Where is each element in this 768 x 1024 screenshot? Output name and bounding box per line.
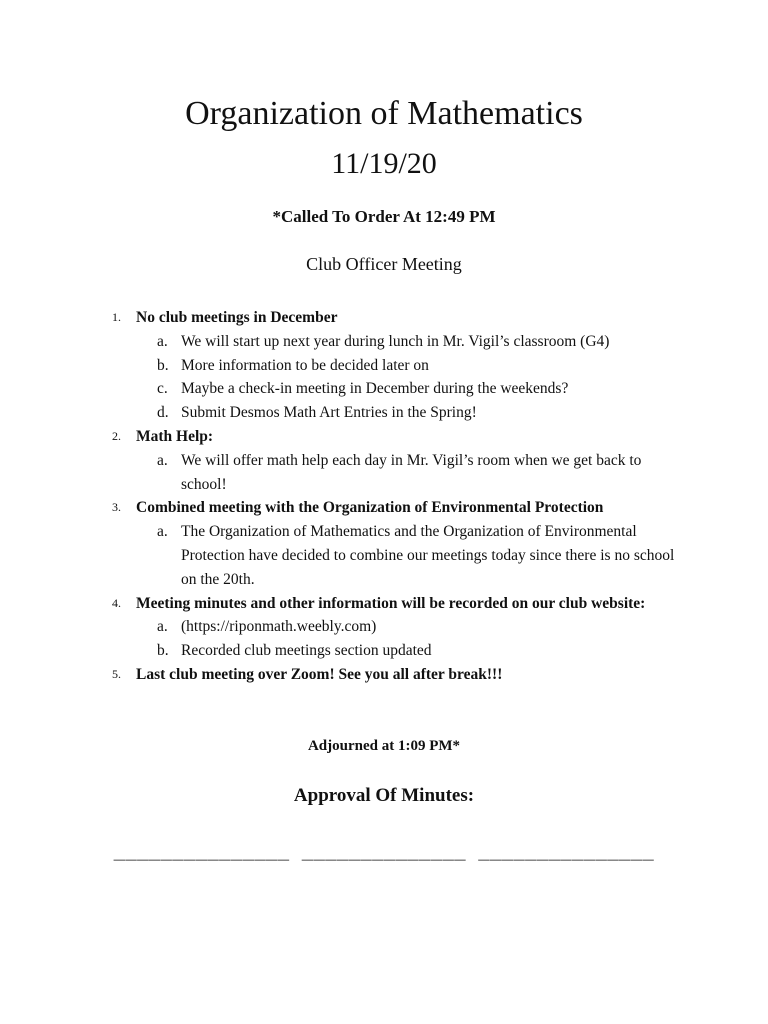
agenda-subitem-letter: b. bbox=[157, 642, 169, 660]
agenda-subitem-text: Submit Desmos Math Art Entries in the Spring! bbox=[181, 404, 477, 422]
agenda-subitem bbox=[0, 449, 681, 497]
adjourned-note: Adjourned at 1:09 PM* bbox=[307, 738, 461, 754]
agenda-item bbox=[0, 306, 696, 330]
agenda-subitem-text: More information to be decided later on bbox=[181, 356, 429, 374]
agenda-subitem bbox=[0, 377, 681, 401]
agenda-subitem-text: Recorded club meetings section updated bbox=[181, 642, 432, 660]
agenda-item-number: 1. bbox=[112, 310, 121, 324]
agenda-subitem-text: We will start up next year during lunch in Mr. Vigil’s classroom (G4) bbox=[181, 332, 610, 350]
agenda-item-text: Combined meeting with the Organization of Environmental Protection bbox=[136, 499, 604, 517]
approval-heading: Approval Of Minutes: bbox=[293, 785, 475, 806]
agenda-subitem bbox=[0, 520, 681, 591]
agenda-subitem-text: (https://riponmath.weebly.com) bbox=[181, 618, 377, 636]
agenda-item-number: 2. bbox=[112, 428, 121, 443]
agenda-item-text: Meeting minutes and other information will be recorded on our club website: bbox=[136, 594, 646, 612]
document-title: Organization of Mathematics bbox=[185, 95, 583, 132]
meeting-date: 11/19/20 bbox=[331, 147, 437, 180]
agenda-subitem bbox=[0, 639, 681, 663]
agenda-subitem-letter: a. bbox=[157, 451, 168, 469]
agenda-item bbox=[0, 592, 696, 616]
agenda-subitem-letter: a. bbox=[157, 618, 168, 636]
agenda-item-text: Last club meeting over Zoom! See you all after break!!! bbox=[136, 665, 503, 683]
agenda-subitem-letter: d. bbox=[157, 404, 169, 422]
agenda-subitem bbox=[0, 354, 681, 378]
agenda-item bbox=[0, 496, 696, 520]
agenda-subitem bbox=[0, 330, 681, 354]
agenda-item bbox=[0, 425, 696, 449]
agenda-subitem-text: The Organization of Mathematics and the Organization of Environmental Protection have decided to combine our meetings today since there is no school on the 20th. bbox=[181, 523, 675, 588]
agenda-subitem-letter: a. bbox=[157, 523, 168, 541]
agenda-subitem-text: We will offer math help each day in Mr. Vigil’s room when we get back to school! bbox=[181, 451, 642, 493]
called-to-order: *Called To Order At 12:49 PM bbox=[272, 207, 496, 226]
agenda-list bbox=[0, 306, 768, 687]
signature-lines: _______________ ______________ _______________ bbox=[113, 841, 655, 863]
agenda-item-number: 4. bbox=[112, 595, 121, 610]
agenda-item-number: 3. bbox=[112, 500, 121, 515]
meeting-type: Club Officer Meeting bbox=[306, 254, 462, 274]
agenda-item-text: No club meetings in December bbox=[136, 309, 338, 326]
agenda-subitem-letter: c. bbox=[157, 380, 168, 398]
agenda-subitem-text: Maybe a check-in meeting in December during the weekends? bbox=[181, 380, 569, 398]
agenda-subitem-letter: b. bbox=[157, 356, 169, 374]
agenda-subitem bbox=[0, 615, 681, 639]
agenda-item bbox=[0, 663, 696, 687]
agenda-subitem-letter: a. bbox=[157, 332, 168, 350]
agenda-item-text: Math Help: bbox=[136, 427, 214, 445]
agenda-item-number: 5. bbox=[112, 666, 121, 681]
agenda-subitem bbox=[0, 401, 681, 425]
